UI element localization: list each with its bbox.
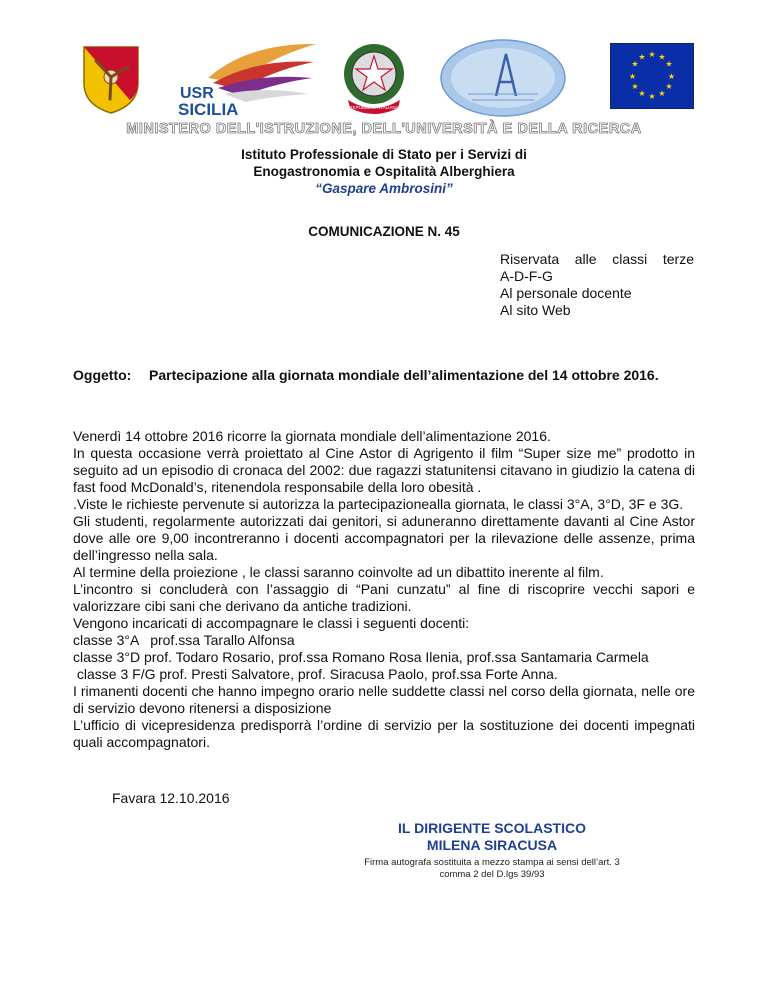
recipient-line: Riservata alle classi terze (500, 251, 694, 267)
ministry-heading: MINISTERO DELL'ISTRUZIONE, DELL'UNIVERSITÀ E DELLA RICERCA (126, 121, 642, 137)
body-paragraph: I rimanenti docenti che hanno impegno orario nelle suddette classi nel corso della giornata, nelle ore di servizio devono ritenersi a disposizione (73, 683, 695, 716)
svg-text:★: ★ (648, 92, 656, 101)
usr-line2: SICILIA (178, 100, 239, 118)
svg-text:★: ★ (638, 89, 646, 98)
signature-role: IL DIRIGENTE SCOLASTICO (398, 820, 586, 836)
svg-text:★: ★ (665, 59, 673, 69)
body-paragraph: .Viste le richieste pervenute si autorizza la partecipazionealla giornata, le classi 3°A, 3°D, 3F e 3G. (73, 496, 684, 512)
body-paragraph: L’incontro si concluderà con l’assaggio di “Pani cunzatu” al fine di riscoprire vecchi sapori e valorizzare cibi sani che derivano da antiche tradizioni. (73, 581, 695, 614)
body-paragraph: Gli studenti, regolarmente autorizzati dai genitori, si aduneranno direttamente davanti al Cine Astor dove alle ore 9,00 incontreranno i docenti accompagnatori per la rilevazione delle assenze, prima dell’ingresso nella sala. (73, 513, 695, 563)
svg-text:★: ★ (631, 82, 639, 91)
institute-line-2: Enogastronomia e Ospitalità Alberghiera (253, 164, 515, 179)
signature-block (360, 820, 624, 880)
usr-sicilia-logo (178, 38, 318, 118)
usr-line1: USR (180, 85, 214, 102)
svg-text:★: ★ (667, 72, 676, 81)
communication-number: COMUNICAZIONE N. 45 (308, 224, 460, 239)
institute-line-1: Istituto Professionale di Stato per i Servizi di (241, 147, 527, 162)
svg-text:★: ★ (631, 59, 639, 69)
sicily-coat-of-arms-icon (80, 43, 142, 115)
body-paragraph: In questa occasione verrà proiettato al Cine Astor di Agrigento il film “Super size me” prodotto in seguito ad un episodio di cronaca del 2002: due ragazzi statunitensi citavano in giudizio la catena di fast food McDonald’s, ritenendola responsabile della loro obesità . (73, 445, 695, 495)
body-paragraph: Vengono incaricati di accompagnare le classi i seguenti docenti: (73, 615, 470, 631)
subject-text: Partecipazione alla giornata mondiale dell’alimentazione del 14 ottobre 2016. (149, 367, 659, 383)
signature-note: Firma autografa sostituita a mezzo stampa ai sensi dell’art. 3 comma 2 del D.lgs 39/93 (364, 857, 620, 880)
svg-text:★: ★ (628, 72, 637, 81)
body-paragraph: Venerdì 14 ottobre 2016 ricorre la giornata mondiale dell’alimentazione 2016. (73, 428, 551, 444)
header-logos (80, 38, 690, 118)
subject-block (73, 366, 695, 384)
ambrosini-school-logo (438, 38, 568, 118)
svg-text:★: ★ (658, 52, 666, 62)
signature-name: MILENA SIRACUSA (426, 837, 558, 853)
body-paragraph: Al termine della proiezione , le classi saranno coinvolte ad un dibattito inerente al film. (73, 564, 604, 580)
institute-heading (0, 146, 768, 197)
body-text (73, 428, 695, 751)
eu-flag-icon (610, 43, 694, 109)
italian-republic-emblem-icon (338, 38, 410, 118)
body-paragraph: classe 3°A prof.ssa Tarallo Alfonsa (73, 632, 295, 648)
body-paragraph: classe 3 F/G prof. Presti Salvatore, prof. Siracusa Paolo, prof.ssa Forte Anna. (73, 666, 558, 682)
emblem-text: REPUBBLICA ITALIANA (349, 105, 399, 110)
recipient-line: A-D-F-G (500, 268, 553, 284)
svg-text:★: ★ (638, 52, 646, 62)
institute-name: “Gaspare Ambrosini” (315, 181, 453, 196)
recipient-line: Al sito Web (500, 302, 571, 318)
place-date: Favara 12.10.2016 (112, 790, 230, 806)
body-paragraph: classe 3°D prof. Todaro Rosario, prof.ssa Romano Rosa Ilenia, prof.ssa Santamaria Carmela (73, 649, 649, 665)
body-paragraph: L’ufficio di vicepresidenza predisporrà l’ordine di servizio per la sostituzione dei docenti impegnati quali accompagnatori. (73, 717, 695, 750)
svg-text:★: ★ (648, 50, 656, 59)
recipient-line: Al personale docente (500, 285, 632, 301)
subject-label: Oggetto: (73, 367, 132, 383)
recipients-block (500, 251, 694, 319)
svg-text:★: ★ (665, 82, 673, 91)
svg-text:★: ★ (658, 89, 666, 98)
